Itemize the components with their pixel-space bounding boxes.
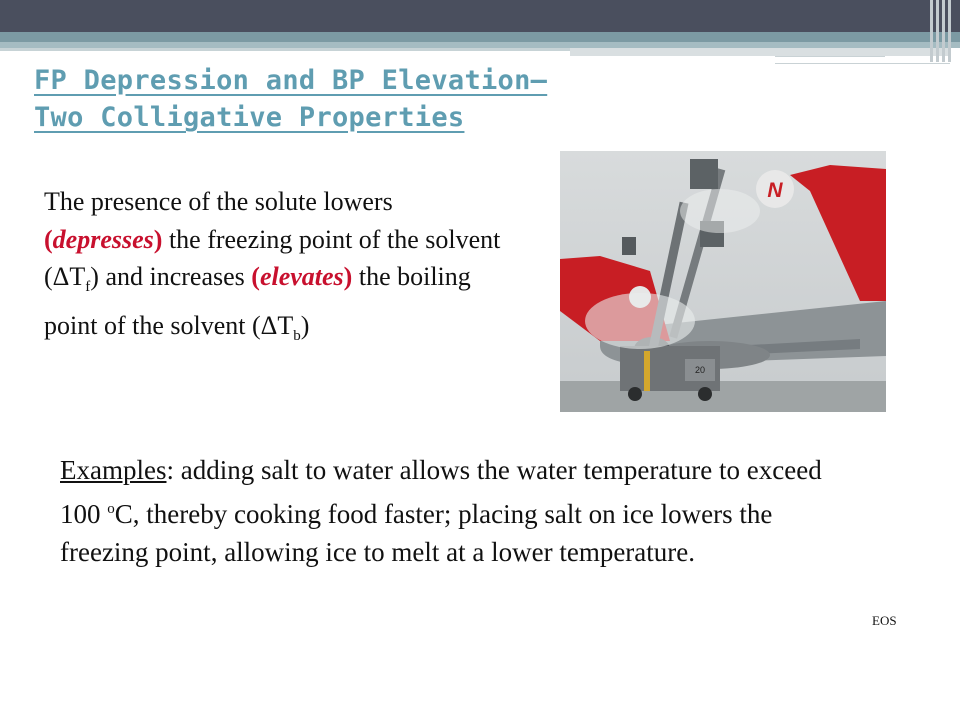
subscript-b: b xyxy=(293,327,301,344)
truck-wheel xyxy=(698,387,712,401)
spray-mist xyxy=(680,189,760,233)
emphasis-depresses: depresses xyxy=(52,224,154,254)
emphasis-elevates: elevates xyxy=(259,262,344,291)
header-vbar xyxy=(936,0,939,62)
paren: ( xyxy=(251,262,260,291)
examples-text: C, thereby cooking food faster; placing salt on ice lowers the freezing point, allowing ice to melt at a lower temperature. xyxy=(60,498,773,567)
header-rule-thin xyxy=(775,63,950,64)
examples-label: Examples xyxy=(60,455,167,485)
header-dark-bar xyxy=(0,0,960,32)
slide-title xyxy=(34,62,547,136)
deicing-nozzle xyxy=(622,237,636,255)
subscript-f: f xyxy=(85,279,91,296)
header-rule-small xyxy=(775,56,885,61)
degree-superscript: o xyxy=(107,500,115,517)
title-line-2: Two Colligative Properties xyxy=(34,102,465,133)
para-text: The presence of the solute lowers xyxy=(44,187,393,216)
paren: ) xyxy=(153,224,163,254)
spray-mist xyxy=(585,293,695,349)
title-line-1: FP Depression and BP Elevation— xyxy=(34,65,548,96)
paren: ( xyxy=(44,224,53,254)
deicing-photo-illustration xyxy=(560,151,886,412)
para-text: the boiling point of the solvent ( xyxy=(44,262,471,340)
delta-t-symbol: ΔT xyxy=(52,262,86,291)
para-text: ) and increases xyxy=(90,262,252,291)
header-rule-grey xyxy=(570,48,950,56)
para-text: the freezing point of the solvent ( xyxy=(44,224,501,291)
truck-ladder xyxy=(644,351,650,391)
tarmac xyxy=(560,381,886,412)
definition-paragraph xyxy=(44,183,514,355)
deicing-photo xyxy=(560,151,886,412)
eos-label: EOS xyxy=(872,613,897,628)
examples-text: : adding salt to water allows the water temperature to exceed 100 xyxy=(60,455,822,529)
header-vbar xyxy=(930,0,933,62)
header-teal-bar xyxy=(0,32,960,42)
header-vbar xyxy=(948,0,951,62)
examples-paragraph xyxy=(60,451,850,572)
header-vbar xyxy=(942,0,945,62)
para-text: ) xyxy=(300,310,310,340)
delta-t-symbol: ΔT xyxy=(260,310,294,340)
truck-wheel xyxy=(628,387,642,401)
deicing-bucket-1 xyxy=(690,159,718,189)
header-rule-left xyxy=(0,48,570,51)
paren: ) xyxy=(343,262,353,291)
tail-logo-letter: N xyxy=(767,179,783,202)
truck-number: 20 xyxy=(694,365,706,375)
